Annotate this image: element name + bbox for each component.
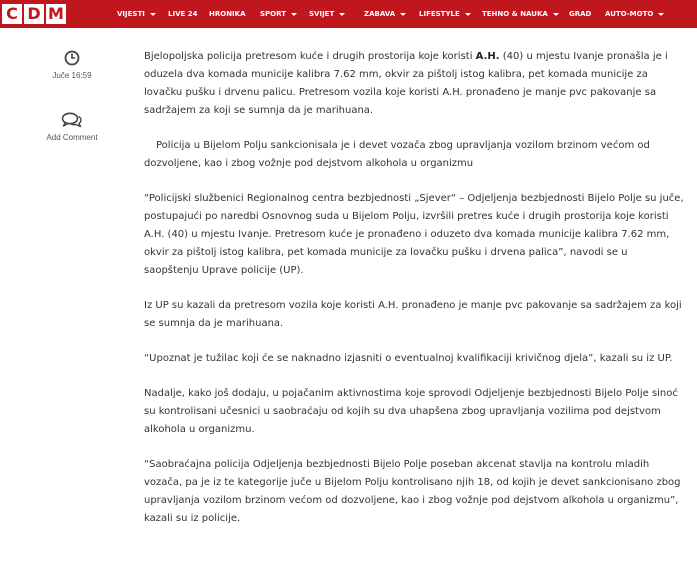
nav-label: SVIJET [309,10,335,18]
chevron-down-icon [465,13,471,16]
chevron-down-icon [400,13,406,16]
logo-letter-d: D [24,4,44,24]
nav-label: LIFESTYLE [419,10,460,18]
nav-label: ZABAVA [364,10,396,18]
logo-letter-m: M [46,4,66,24]
top-nav-bar [0,0,697,28]
site-logo[interactable] [2,4,66,24]
paragraph-text: Bjelopoljska policija pretresom kuće i drugih prostorija koje koristi [144,51,476,62]
chevron-down-icon [658,13,664,16]
nav-label: SPORT [260,10,286,18]
nav-item-lifestyle[interactable] [419,0,482,28]
nav-item-live24[interactable] [168,0,209,28]
chevron-down-icon [339,13,345,16]
article-paragraph: “Saobraćajna policija Odjeljenja bezbjednosti Bijelo Polje poseban akcenat stavlja na kontrolu mladih vozača, pa je iz te kategorije juče u Bijelom Polju kontrolisano njih 18, od kojih je devet sankcionisano zbog upravljanja vozilom brzinom većom od dozvoljene, kao i zbog vožnje pod dejstvom alkohola u organizmu”, kazali su iz policije. [144,459,681,524]
paragraph-text: (40) u mjestu Ivanje pronašla je i oduzela dva komada municije kalibra 7.62 mm, okvir za pištolj istog kalibra, pet komada municije za lovačku pušku i drvenu palicu. Pretresom vozila koje koristi A.H. pronađeno je manje pvc pakovanje sa sadržajem za koji se sumnja da je marihuana. [144,51,668,116]
nav-item-svijet[interactable] [309,0,364,28]
add-comment-block[interactable] [40,112,104,142]
chevron-down-icon [553,13,559,16]
article-paragraph: Nadalje, kako još dodaju, u pojačanim aktivnostima koje sprovodi Odjeljenje bezbjednosti Bijelo Polje sinoć su kontrolisani učesnici u saobraćaju od kojih su dva uhapšena zbog upravljanja vozilima pod dejstvom alkohola u organizmu. [144,388,678,435]
nav-label: LIVE 24 [168,10,198,18]
article-paragraph: “Upoznat je tužilac koji će se naknadno izjasniti o eventualnoj kvalifikaciji krivičnog djela”, kazali su iz UP. [144,353,673,364]
article-paragraph: “Policijski službenici Regionalnog centra bezbjednosti „Sjever“ – Odjeljenja bezbjednosti Bijelo Polje su juče, postupajući po naredbi Osnovnog suda u Bijelom Polju, izvršili pretres kuće i drugih prostorija koje koristi A.H. (40) u mjestu Ivanje. Pretresom kuće je pronađeno i oduzeto dva komada municije kalibra 7.62 mm, okvir za pištolj istog kalibra, pet komada municije za lovačku pušku i drvena palica”, navodi se u saopštenju Uprave policije (UP). [144,193,684,276]
article-paragraph [144,48,684,120]
nav-item-auto-moto[interactable] [605,0,675,28]
nav-item-sport[interactable] [260,0,309,28]
clock-icon [64,50,80,66]
logo-letter-c: C [2,4,22,24]
nav-label: HRONIKA [209,10,246,18]
nav-item-hronika[interactable] [209,0,260,28]
chevron-down-icon [291,13,297,16]
main-nav [117,0,675,28]
nav-item-zabava[interactable] [364,0,419,28]
post-date-block [40,50,104,80]
article-paragraph: Iz UP su kazali da pretresom vozila koje koristi A.H. pronađeno je manje pvc pakovanje sa sadržajem za koji se sumnja da je marihuana. [144,300,682,329]
article-body [144,48,684,545]
add-comment-label[interactable]: Add Comment [46,133,98,142]
nav-label: VIJESTI [117,10,145,18]
nav-item-tehno-nauka[interactable] [482,0,569,28]
post-date: Juče 16:59 [52,71,92,80]
nav-label: TEHNO & NAUKA [482,10,548,18]
nav-item-grad[interactable] [569,0,605,28]
nav-label: GRAD [569,10,592,18]
nav-item-vijesti[interactable] [117,0,168,28]
comment-icon [61,112,83,128]
bold-initials: A.H. [475,51,500,62]
article-paragraph: Policija u Bijelom Polju sankcionisala je i devet vozača zbog upravljanja vozilom brzinom većom od dozvoljene, kao i zbog vožnje pod dejstvom alkohola u organizmu [144,140,650,169]
nav-label: AUTO-MOTO [605,10,654,18]
chevron-down-icon [150,13,156,16]
